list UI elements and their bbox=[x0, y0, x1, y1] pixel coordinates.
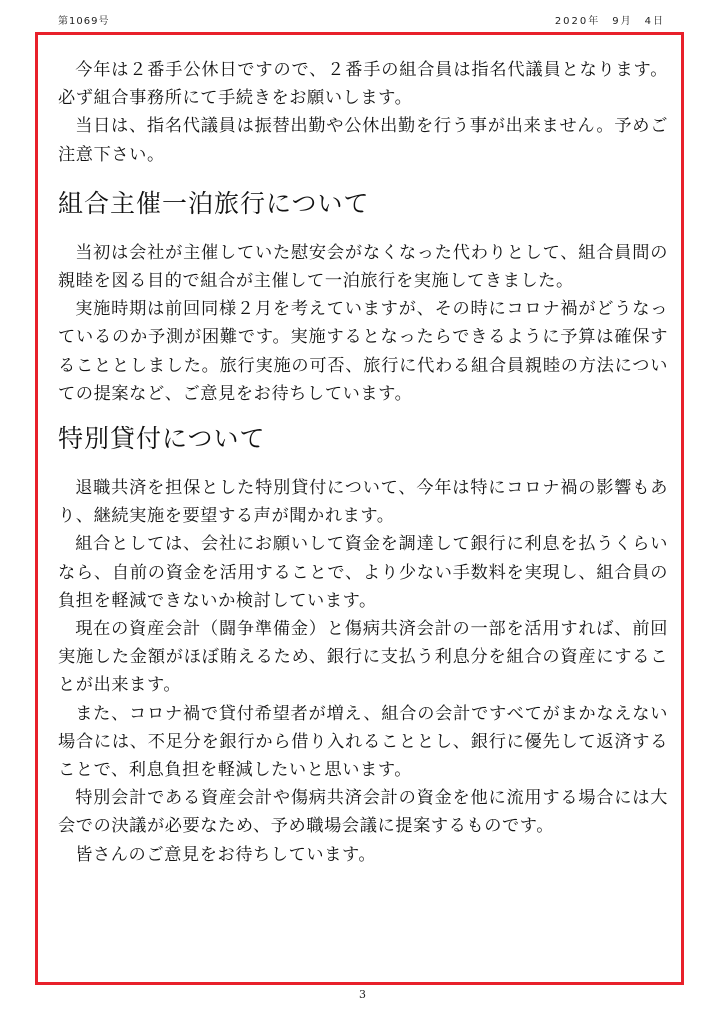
page-number: 3 bbox=[359, 988, 366, 1001]
loan-paragraph-2: 組合としては、会社にお願いして資金を調達して銀行に利息を払うくらいなら、自前の資金を活用することで、より少ない手数料を実現し、組合員の負担を軽減できないか検討しています。 bbox=[58, 534, 668, 611]
loan-paragraph-3: 現在の資産会計（闘争準備金）と傷病共済会計の一部を活用すれば、前回実施した金額がほぼ賄えるため、銀行に支払う利息分を組合の資産にすることが出来ます。 bbox=[58, 619, 668, 696]
issue-date: 2020年 9月 4日 bbox=[554, 16, 665, 27]
loan-paragraph-5: 特別会計である資産会計や傷病共済会計の資金を他に流用する場合には大会での決議が必要なため、予め職場会議に提案するものです。 bbox=[58, 788, 668, 837]
travel-paragraph-2: 実施時期は前回同様２月を考えていますが、その時にコロナ禍がどうなっているのか予測が困難です。実施するとなったらできるように予算は確保することとしました。旅行実施の可否、旅行に代わる組合員親睦の方法についての提案など、ご意見をお待ちしています。 bbox=[58, 299, 668, 404]
section-heading-loan: 特別貸付について bbox=[58, 424, 266, 454]
travel-paragraph-1: 当初は会社が主催していた慰安会がなくなった代わりとして、組合員間の親睦を図る目的で組合が主催して一泊旅行を実施してきました。 bbox=[58, 242, 668, 292]
loan-paragraph-4: また、コロナ禍で貸付希望者が増え、組合の会計ですべてがまかなえない場合には、不足分を銀行から借り入れることとし、銀行に優先して返済することで、利息負担を軽減したいと思います。 bbox=[58, 703, 668, 781]
intro-paragraph-1: 今年は２番手公休日ですので、２番手の組合員は指名代議員となります。必ず組合事務所にて手続きをお願いします。 bbox=[58, 60, 668, 109]
loan-paragraph-6: 皆さんのご意見をお待ちしています。 bbox=[75, 844, 377, 865]
section-heading-travel: 組合主催一泊旅行について bbox=[58, 188, 370, 218]
intro-paragraph-2: 当日は、指名代議員は振替出勤や公休出勤を行う事が出来ません。予めご注意下さい。 bbox=[58, 116, 668, 165]
loan-paragraph-1: 退職共済を担保とした特別貸付について、今年は特にコロナ禍の影響もあり、継続実施を要望する声が聞かれます。 bbox=[58, 478, 668, 527]
page-content bbox=[58, 56, 668, 869]
issue-number: 第1069号 bbox=[58, 16, 110, 27]
